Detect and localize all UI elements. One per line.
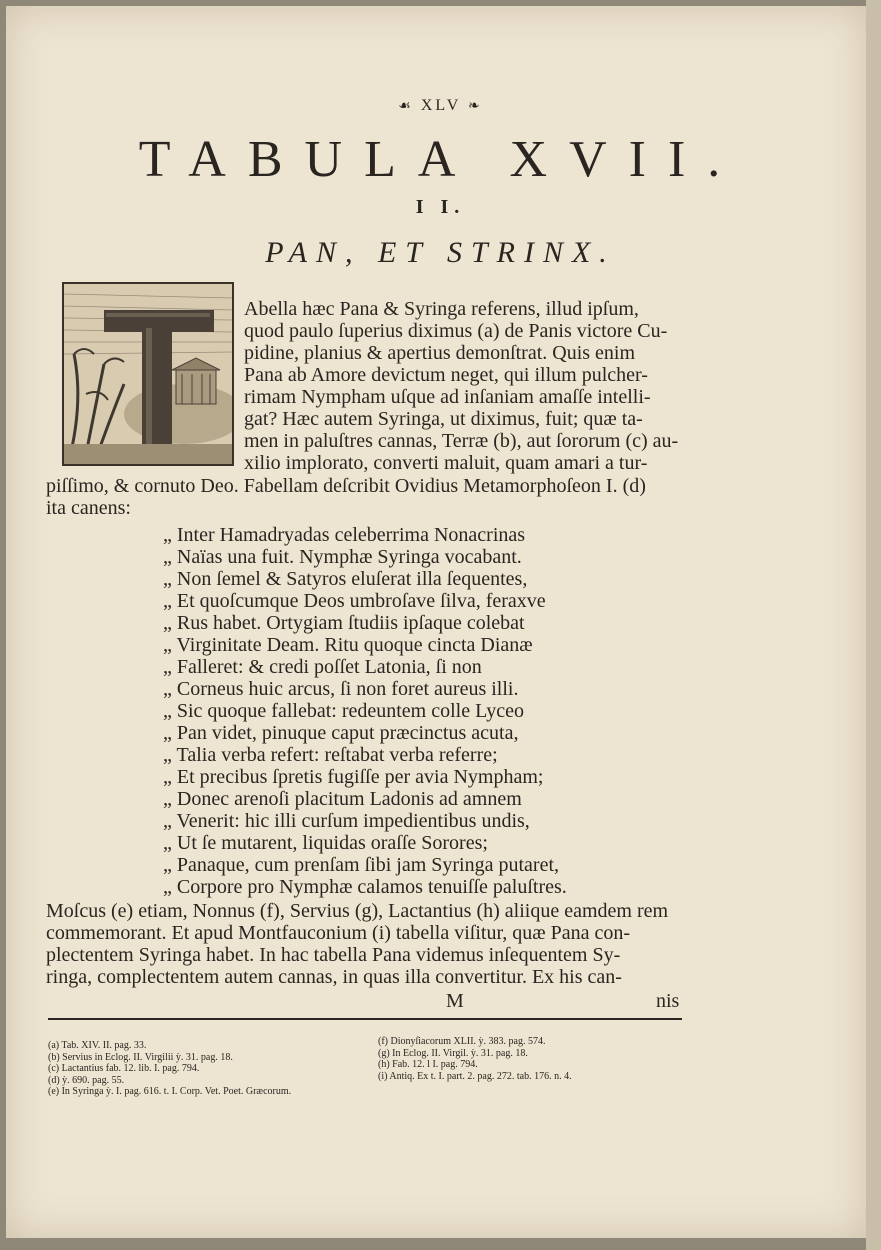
text-line: commemorant. Et apud Montfauconium (i) tabella viſitur, quæ Pana con-	[46, 922, 631, 944]
text-line: Abella hæc Pana & Syringa referens, illud ipſum,	[244, 298, 639, 320]
text-line: quod paulo ſuperius diximus (a) de Panis victore Cu-	[244, 320, 668, 342]
text-line: men in paluſtres cannas, Terræ (b), aut ſororum (c) au-	[244, 430, 679, 452]
footnote: (a) Tab. XIV. II. pag. 33.	[48, 1040, 147, 1051]
verse-line: „ Rus habet. Ortygiam ſtudiis ipſaque colebat	[163, 612, 525, 634]
verse-line: „ Falleret: & credi poſſet Latonia, ſi non	[163, 656, 482, 678]
footnote: (c) Lactantius fab. 12. lib. I. pag. 794.	[48, 1063, 200, 1074]
footnote: (f) Dionyſiacorum XLII. ỳ. 383. pag. 574.	[378, 1036, 546, 1047]
page-number: XLV	[420, 97, 461, 114]
page-number-line	[0, 97, 881, 115]
text-line: Pana ab Amore devictum neget, qui illum pulcher-	[244, 364, 648, 386]
text-line: piſſimo, & cornuto Deo. Fabellam deſcribit Ovidius Metamorphoſeon I. (d)	[46, 475, 646, 497]
footnotes-left-column	[48, 1040, 291, 1098]
footnote: (b) Servius in Eclog. II. Virgilii ỳ. 31. pag. 18.	[48, 1051, 233, 1063]
intro-paragraph-continued	[46, 475, 646, 519]
verse-line: „ Sic quoque fallebat: redeuntem colle Lyceo	[163, 700, 524, 722]
closing-paragraph	[46, 900, 668, 988]
footnote: (e) In Syringa ỳ. I. pag. 616. t. I. Corp. Vet. Poet. Græcorum.	[48, 1086, 292, 1097]
ovid-verse-quotation	[163, 524, 567, 898]
verse-line: „ Et precibus ſpretis fugiſſe per avia Nympham;	[163, 766, 544, 788]
text-line: rimam Nympham uſque ad inſaniam amaſſe intelli-	[244, 386, 651, 408]
text-line: pidine, planius & apertius demonſtrat. Quis enim	[244, 342, 636, 364]
verse-line: „ Virginitate Deam. Ritu quoque cincta Dianæ	[163, 634, 533, 656]
footnote: (g) In Eclog. II. Virgil. ỳ. 31. pag. 18.	[378, 1047, 528, 1059]
text-line: ringa, complectentem autem cannas, in quas illa convertitur. Ex his can-	[46, 966, 622, 988]
ornament-right-icon: ❧	[467, 99, 483, 114]
verse-line: „ Panaque, cum prenſam ſibi jam Syringa putaret,	[163, 854, 559, 876]
verse-line: „ Corpore pro Nymphæ calamos tenuiſſe paluſtres.	[163, 876, 567, 898]
verse-line: „ Pan videt, pinuque caput præcinctus acuta,	[163, 722, 519, 744]
verse-line: „ Ut ſe mutarent, liquidas oraſſe Sorores;	[163, 832, 488, 854]
intro-paragraph	[244, 298, 678, 474]
verse-line: „ Non ſemel & Satyros eluſerat illa ſequentes,	[163, 568, 528, 590]
verse-line: „ Venerit: hic illi curſum impedientibus undis,	[163, 810, 530, 832]
text-line: Moſcus (e) etiam, Nonnus (f), Servius (g), Lactantius (h) aliique eamdem rem	[46, 900, 669, 922]
plate-subnumber: I I.	[415, 196, 466, 218]
decorated-initial-t-icon	[64, 284, 232, 464]
verse-line: „ Talia verba refert: reſtabat verba referre;	[163, 744, 498, 766]
ornament-left-icon: ☙	[398, 99, 414, 114]
footnote: (h) Fab. 12. l I. pag. 794.	[378, 1059, 478, 1070]
text-line: plectentem Syringa habet. In hac tabella Pana videmus inſequentem Sy-	[46, 944, 621, 966]
verse-line: „ Corneus huic arcus, ſi non foret aureus illi.	[163, 678, 519, 700]
section-heading: PAN, ET STRINX.	[265, 236, 616, 269]
text-line: gat? Hæc autem Syringa, ut diximus, fuit; quæ ta-	[244, 408, 643, 430]
footnote: (i) Antiq. Ex t. I. part. 2. pag. 272. tab. 176. n. 4.	[378, 1070, 572, 1082]
text-line: xilio implorato, converti maluit, quam amari a tur-	[244, 452, 648, 474]
catchword: nis	[656, 990, 680, 1012]
plate-title: TABULA XVII.	[138, 131, 743, 188]
decorated-initial-t	[62, 282, 234, 466]
footnotes-right-column	[378, 1036, 572, 1082]
verse-line: „ Donec arenoſi placitum Ladonis ad amnem	[163, 788, 522, 810]
signature-mark: M	[446, 990, 464, 1012]
footnote-rule	[48, 1018, 682, 1020]
verse-line: „ Inter Hamadryadas celeberrima Nonacrinas	[163, 524, 526, 546]
text-line: ita canens:	[46, 497, 131, 519]
footnote: (d) ỳ. 690. pag. 55.	[48, 1074, 125, 1086]
verse-line: „ Naïas una fuit. Nymphæ Syringa vocabant.	[163, 546, 522, 568]
verse-line: „ Et quoſcumque Deos umbroſave ſilva, feraxve	[163, 590, 546, 612]
